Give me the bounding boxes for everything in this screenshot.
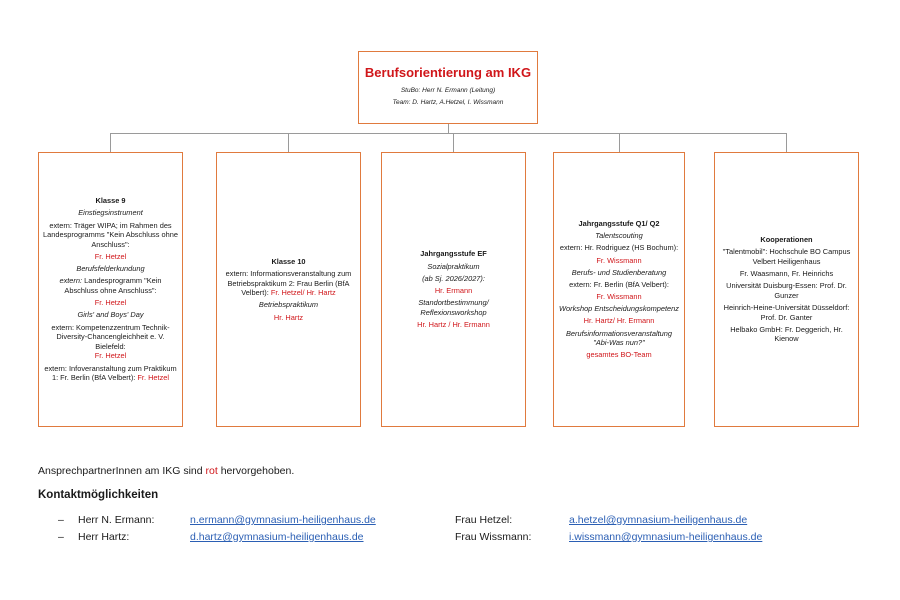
email-link[interactable]: d.hartz@gymnasium-heiligenhaus.de <box>190 531 364 543</box>
contact-person: Fr. Hetzel <box>137 373 170 383</box>
column-heading: Jahrgangsstufe EF <box>420 249 487 259</box>
contact-person: Fr. Hetzel <box>94 252 127 262</box>
team-info <box>359 85 537 109</box>
column-heading: Jahrgangsstufe Q1/ Q2 <box>578 218 660 228</box>
email-link[interactable]: n.ermann@gymnasium-heiligenhaus.de <box>190 514 376 526</box>
activity-detail <box>43 323 178 361</box>
activity-detail: extern: Träger WIPA; im Rahmen des Landesprogramms "Kein Abschluss ohne Anschluss": <box>43 220 178 249</box>
activity-detail: extern: Hr. Rodriguez (HS Bochum): <box>559 243 679 253</box>
activity-title: Girls' and Boys' Day <box>77 310 144 320</box>
connector-drop-4 <box>619 133 620 152</box>
activity-detail-text: extern: Informationsveranstaltung zum Betriebspraktikum 2: Frau Berlin (BfA Velbert): <box>225 269 352 298</box>
activity-title: Betriebspraktikum <box>258 300 319 310</box>
activity-title: Standortbestimmung/ Reflexionsworkshop <box>418 298 489 317</box>
activity-title: Einstiegsinstrument <box>78 208 143 218</box>
contact-person: gesamtes BO-Team <box>586 350 652 360</box>
column-klasse-10 <box>216 152 361 427</box>
partner-entry: "Talentmobil": Hochschule BO Campus Velbert Heiligenhaus <box>722 247 851 266</box>
note-text: hervorgehoben. <box>220 465 295 477</box>
column-ef <box>381 152 526 427</box>
column-heading: Kooperationen <box>760 235 813 245</box>
contact-person: Fr. Wissmann <box>596 292 642 302</box>
activity-detail <box>43 364 178 383</box>
activity-title: Talentscouting <box>595 231 643 241</box>
column-q1-q2 <box>553 152 685 427</box>
connector-drop-3 <box>453 133 454 152</box>
contact-person: Hr. Hartz/ Hr. Ermann <box>583 316 655 326</box>
contact-person: Fr. Wissmann <box>596 255 642 265</box>
column-kooperationen <box>714 152 859 427</box>
activity-note: (ab Sj. 2026/2027): <box>422 273 485 283</box>
team-line: Team: D. Hartz, A.Hetzel, I. Wissmann <box>392 99 504 106</box>
contact-person: Fr. Hetzel <box>94 351 127 361</box>
contact-person: Fr. Hetzel/ Hr. Hartz <box>270 288 336 298</box>
contact-name: Herr N. Ermann: <box>78 514 155 526</box>
contact-person: Fr. Hetzel <box>94 298 127 308</box>
activity-detail-text: Landesprogramm "Kein Abschluss ohne Anschluss": <box>64 276 162 295</box>
org-chart-root <box>358 51 538 124</box>
note-red-word: rot <box>205 465 218 477</box>
activity-detail-text: extern: Kompetenzzentrum Technik-Diversity-Chancengleichheit e. V. Bielefeld: <box>51 322 170 351</box>
dash-bullet: – <box>58 531 64 543</box>
chart-title: Berufsorientierung am IKG <box>364 65 532 80</box>
contact-name: Frau Hetzel: <box>455 514 513 526</box>
contact-person: Hr. Hartz / Hr. Ermann <box>417 319 490 329</box>
activity-title: Berufsfelderkundung <box>76 264 145 274</box>
connector-drop-5 <box>786 133 787 152</box>
connector-horizontal <box>110 133 787 134</box>
activity-detail: extern: Fr. Berlin (BfA Velbert): <box>569 279 669 289</box>
activity-title: Sozialpraktikum <box>427 261 480 271</box>
connector-drop-1 <box>110 133 111 152</box>
email-link[interactable]: i.wissmann@gymnasium-heiligenhaus.de <box>569 531 763 543</box>
contacts-heading: Kontaktmöglichkeiten <box>38 489 159 501</box>
dash-bullet: – <box>58 514 64 526</box>
activity-title: Berufs- und Studienberatung <box>571 267 667 277</box>
connector-drop-2 <box>288 133 289 152</box>
activity-detail <box>43 276 178 295</box>
contact-name: Frau Wissmann: <box>455 531 532 543</box>
partner-entry: Fr. Waasmann, Fr. Heinrichs <box>739 269 834 279</box>
column-klasse-9 <box>38 152 183 427</box>
column-heading: Klasse 10 <box>271 256 306 266</box>
activity-title: Berufsinformationsveranstaltung "Abi-Was nun?" <box>566 328 672 348</box>
note-text: AnsprechpartnerInnen am IKG sind <box>38 465 203 477</box>
partner-entry: Universität Duisburg-Essen: Prof. Dr. Gunzer <box>726 281 847 300</box>
activity-detail-text: extern: Infoveranstaltung zum Praktikum 1: Fr. Berlin (BfA Velbert): <box>44 363 177 383</box>
email-link[interactable]: a.hetzel@gymnasium-heiligenhaus.de <box>569 514 748 526</box>
legend-note <box>38 465 294 477</box>
activity-detail <box>221 269 356 298</box>
activity-title: Workshop Entscheidungskompetenz <box>559 304 679 314</box>
extern-label: extern: <box>59 276 83 286</box>
partner-entry: Helbako GmbH: Fr. Deggerich, Hr. Kienow <box>730 324 843 344</box>
contact-person: Hr. Ermann <box>434 286 473 295</box>
contact-name: Herr Hartz: <box>78 531 130 543</box>
contact-person: Hr. Hartz <box>273 312 304 322</box>
partner-entry: Heinrich-Heine-Universität Düsseldorf: Prof. Dr. Ganter <box>723 302 850 322</box>
column-heading: Klasse 9 <box>95 196 126 206</box>
stubo-line: StuBo: Herr N. Ermann (Leitung) <box>400 87 496 94</box>
